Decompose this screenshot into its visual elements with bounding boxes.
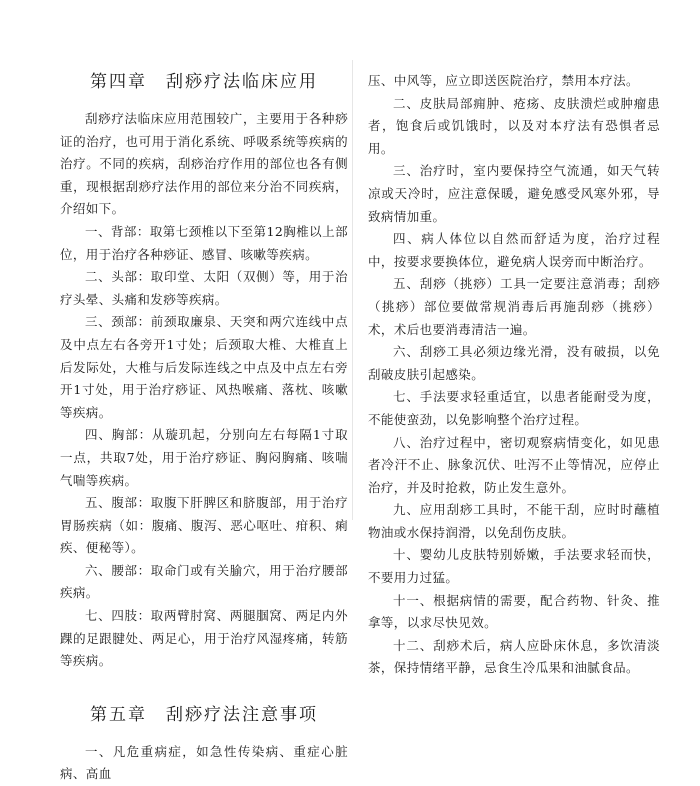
paragraph-neck: 三、颈部：前颈取廉泉、天突和两穴连线中点及中点左右各旁开1寸处；后颈取大椎、大椎直上后发际处，大椎与后发际连线之中点及中点左右旁开1寸处，用于治疗痧证、风热喉痛、落枕、咳嗽等疾病。 — [60, 314, 348, 420]
chapter-5-title: 第五章 刮痧疗法注意事项 — [90, 704, 318, 725]
paragraph-caution-8: 八、治疗过程中，密切观察病情变化，如见患者冷汗不止、脉象沉伏、吐泻不止等情况，应停止治疗，并及时抢救，防止发生意外。 — [368, 434, 660, 495]
paragraph-head: 二、头部：取印堂、太阳（双侧）等，用于治疗头晕、头痛和发痧等疾病。 — [60, 269, 348, 307]
paragraph-caution-5: 五、刮痧（挑痧）工具一定要注意消毒；刮痧（挑痧）部位要做常规消毒后再施刮痧（挑痧）术，术后也要消毒清洁一遍。 — [368, 276, 660, 337]
paragraph-caution-6: 六、刮痧工具必须边缘光滑，没有破损，以免刮破皮肤引起感染。 — [368, 344, 660, 382]
paragraph-caution-4: 四、病人体位以自然而舒适为度，治疗过程中，按要求要换体位，避免病人误旁而中断治疗。 — [368, 231, 660, 269]
paragraph-abdomen: 五、腹部：取腹下肝脾区和脐腹部，用于治疗胃肠疾病（如：腹痛、腹泻、恶心呕吐、疳积、痢疾、便秘等）。 — [60, 495, 348, 556]
paragraph-caution-2: 二、皮肤局部痈肿、疮疡、皮肤溃烂或肿瘤患者，饱食后或饥饿时，以及对本疗法有恐惧者忌用。 — [368, 95, 660, 156]
paragraph-caution-10: 十、婴幼儿皮肤特别娇嫩，手法要求轻而快，不要用力过猛。 — [368, 547, 660, 586]
right-page — [368, 70, 660, 680]
paragraph-back: 一、背部：取第七颈椎以下至第12胸椎以上部位，用于治疗各种痧证、感冒、咳嗽等疾病。 — [60, 223, 348, 262]
page-gutter — [352, 60, 353, 520]
paragraph-chest: 四、胸部：从璇玑起，分别向左右每隔1寸取一点，共取7处，用于治疗痧证、胸闷胸痛、咳喘气喘等疾病。 — [60, 427, 348, 488]
paragraph-caution-7: 七、手法要求轻重适宜，以患者能耐受为度，不能使蛮劲，以免影响整个治疗过程。 — [368, 389, 660, 427]
paragraph-caution-1: 一、凡危重病症，如急性传染病、重症心脏病、高血 — [60, 743, 348, 782]
paragraph-intro: 刮痧疗法临床应用范围较广，主要用于各种痧证的治疗，也可用于消化系统、呼吸系统等疾病的治疗。不同的疾病，刮痧治疗作用的部位也各有侧重，现根据刮痧疗法作用的部位来分治不同疾病，介绍如下。 — [60, 111, 348, 217]
paragraph-limbs: 七、四肢：取两臂肘窝、两腿腘窝、两足内外踝的足跟腱处、两足心，用于治疗风湿疼痛，转筋等疾病。 — [60, 608, 348, 669]
chapter-4-title: 第四章 刮痧疗法临床应用 — [90, 72, 318, 92]
paragraph-caution-3: 三、治疗时，室内要保持空气流通，如天气转凉或天冷时，应注意保暖，避免感受风寒外邪，导致病情加重。 — [368, 163, 660, 224]
paragraph-waist: 六、腰部：取命门或有关腧穴，用于治疗腰部疾病。 — [60, 562, 348, 601]
paragraph-caution-9: 九、应用刮痧工具时，不能干刮，应时时蘸植物油或水保持润滑，以免刮伤皮肤。 — [368, 502, 660, 540]
left-page — [60, 62, 348, 786]
paragraph-caution-1-cont: 压、中风等，应立即送医院治疗，禁用本疗法。 — [368, 73, 639, 88]
paragraph-caution-12: 十二、刮痧术后，病人应卧床休息，多饮清淡茶，保持情绪平静，忌食生冷瓜果和油腻食品。 — [368, 637, 660, 676]
paragraph-caution-11: 十一、根据病情的需要，配合药物、针灸、推拿等，以求尽快见效。 — [368, 592, 660, 631]
